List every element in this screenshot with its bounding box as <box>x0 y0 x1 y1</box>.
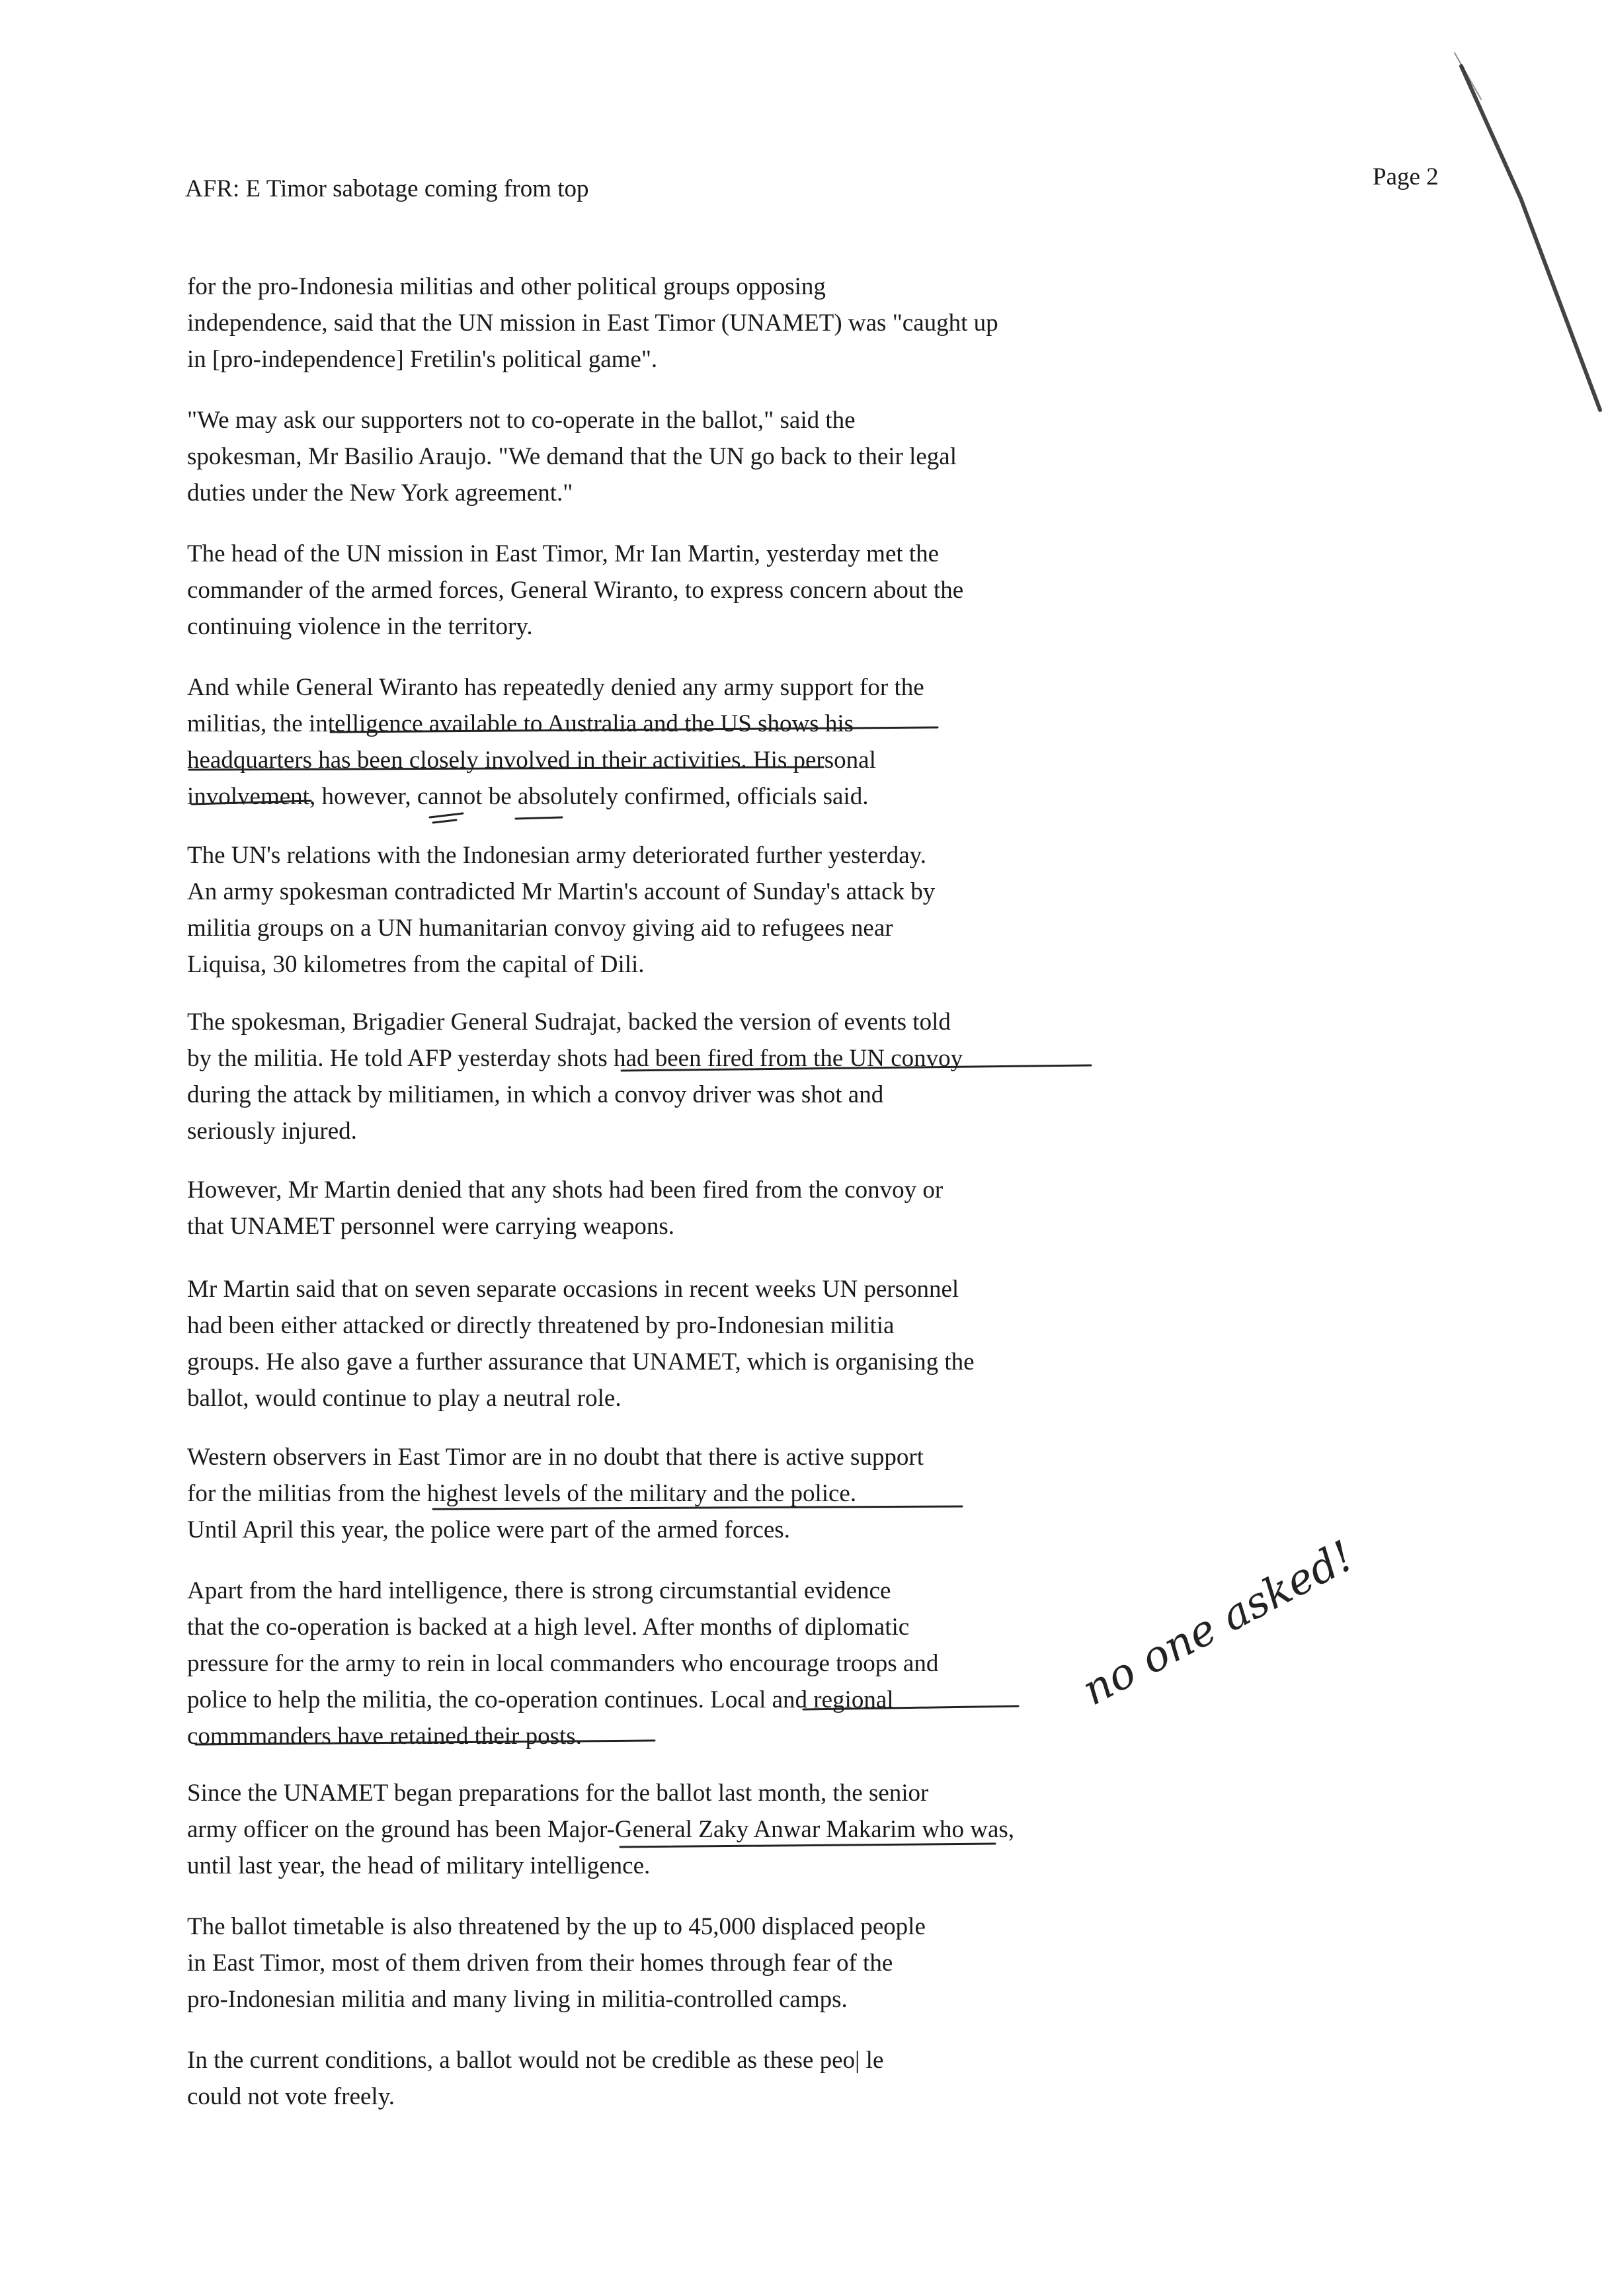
text-line: pressure for the army to rein in local commanders who encourage troops and <box>187 1650 939 1677</box>
text-line: militia groups on a UN humanitarian convoy giving aid to refugees near <box>187 915 893 942</box>
text-line: continuing violence in the territory. <box>187 613 533 640</box>
paragraph-3 <box>187 536 1192 645</box>
text-line: However, Mr Martin denied that any shots had been fired from the convoy or <box>187 1176 944 1204</box>
text-line: army officer on the ground has been Major-General Zaky Anwar Makarim who was, <box>187 1816 1015 1843</box>
text-line: headquarters has been closely involved in their activities. His personal <box>187 747 876 774</box>
text-line: that UNAMET personnel were carrying weapons. <box>187 1213 675 1240</box>
scan-edge-mark <box>1461 66 1600 410</box>
text-line: by the militia. He told AFP yesterday shots had been fired from the UN convoy <box>187 1045 963 1072</box>
paragraph-2 <box>187 402 1192 511</box>
text-line: groups. He also gave a further assurance that UNAMET, which is organising the <box>187 1348 975 1375</box>
text-line: for the militias from the highest levels of the military and the police. <box>187 1480 857 1507</box>
text-line: in [pro-independence] Fretilin's political game". <box>187 346 658 373</box>
page-number: Page 2 <box>1373 163 1439 190</box>
text-line: seriously injured. <box>187 1118 357 1145</box>
scan-edge-mark <box>1455 53 1481 99</box>
text-line: The ballot timetable is also threatened by the up to 45,000 displaced people <box>187 1913 926 1940</box>
paragraph-6 <box>187 1004 1192 1149</box>
text-line: Western observers in East Timor are in no doubt that there is active support <box>187 1444 924 1471</box>
text-line: for the pro-Indonesia militias and other political groups opposing <box>187 273 826 300</box>
text-line: that the co-operation is backed at a high level. After months of diplomatic <box>187 1614 910 1641</box>
text-line: militias, the intelligence available to Australia and the US shows his <box>187 710 854 737</box>
handwritten-note: no one asked! <box>1074 1532 1362 1715</box>
text-line: spokesman, Mr Basilio Araujo. "We demand that the UN go back to their legal <box>187 443 957 470</box>
text-line: commander of the armed forces, General Wiranto, to express concern about the <box>187 577 964 604</box>
text-line: In the current conditions, a ballot would not be credible as these peo| le <box>187 2047 884 2074</box>
paragraph-1 <box>187 268 1192 378</box>
text-line: And while General Wiranto has repeatedly denied any army support for the <box>187 674 924 701</box>
paragraph-4 <box>187 669 1192 815</box>
text-line: could not vote freely. <box>187 2083 395 2110</box>
text-line: commmanders have retained their posts. <box>187 1723 582 1750</box>
text-line: "We may ask our supporters not to co-operate in the ballot," said the <box>187 407 856 434</box>
text-line: in East Timor, most of them driven from their homes through fear of the <box>187 1949 893 1977</box>
document-header-title: AFR: E Timor sabotage coming from top <box>185 175 589 202</box>
paragraph-13 <box>187 2042 1192 2115</box>
text-line: An army spokesman contradicted Mr Martin's account of Sunday's attack by <box>187 878 936 905</box>
paragraph-12 <box>187 1908 1192 2018</box>
text-line: Mr Martin said that on seven separate occasions in recent weeks UN personnel <box>187 1276 959 1303</box>
text-line: Since the UNAMET began preparations for the ballot last month, the senior <box>187 1780 929 1807</box>
paragraph-9 <box>187 1439 1192 1548</box>
text-line: Apart from the hard intelligence, there is strong circumstantial evidence <box>187 1577 891 1604</box>
text-line: ballot, would continue to play a neutral role. <box>187 1385 622 1412</box>
paragraph-10 <box>187 1573 1192 1754</box>
text-line: Liquisa, 30 kilometres from the capital of Dili. <box>187 951 645 978</box>
text-line: during the attack by militiamen, in which a convoy driver was shot and <box>187 1081 884 1108</box>
text-line: The head of the UN mission in East Timor, Mr Ian Martin, yesterday met the <box>187 540 940 567</box>
text-line: pro-Indonesian militia and many living in militia-controlled camps. <box>187 1986 848 2013</box>
paragraph-5 <box>187 837 1192 983</box>
text-line: had been either attacked or directly threatened by pro-Indonesian militia <box>187 1312 895 1339</box>
text-line: involvement, however, cannot be absolutely confirmed, officials said. <box>187 783 869 810</box>
paragraph-11 <box>187 1775 1192 1884</box>
text-line: police to help the militia, the co-operation continues. Local and regional <box>187 1686 894 1713</box>
paragraph-8 <box>187 1271 1192 1416</box>
text-line: The spokesman, Brigadier General Sudrajat, backed the version of events told <box>187 1008 951 1036</box>
text-line: until last year, the head of military intelligence. <box>187 1852 651 1879</box>
paragraph-7 <box>187 1172 1192 1245</box>
text-line: The UN's relations with the Indonesian army deteriorated further yesterday. <box>187 842 926 869</box>
emphasis-mark <box>430 813 463 823</box>
text-line: duties under the New York agreement." <box>187 479 573 507</box>
text-line: independence, said that the UN mission in East Timor (UNAMET) was "caught up <box>187 309 998 337</box>
emphasis-mark <box>516 817 562 819</box>
text-line: Until April this year, the police were part of the armed forces. <box>187 1516 790 1543</box>
